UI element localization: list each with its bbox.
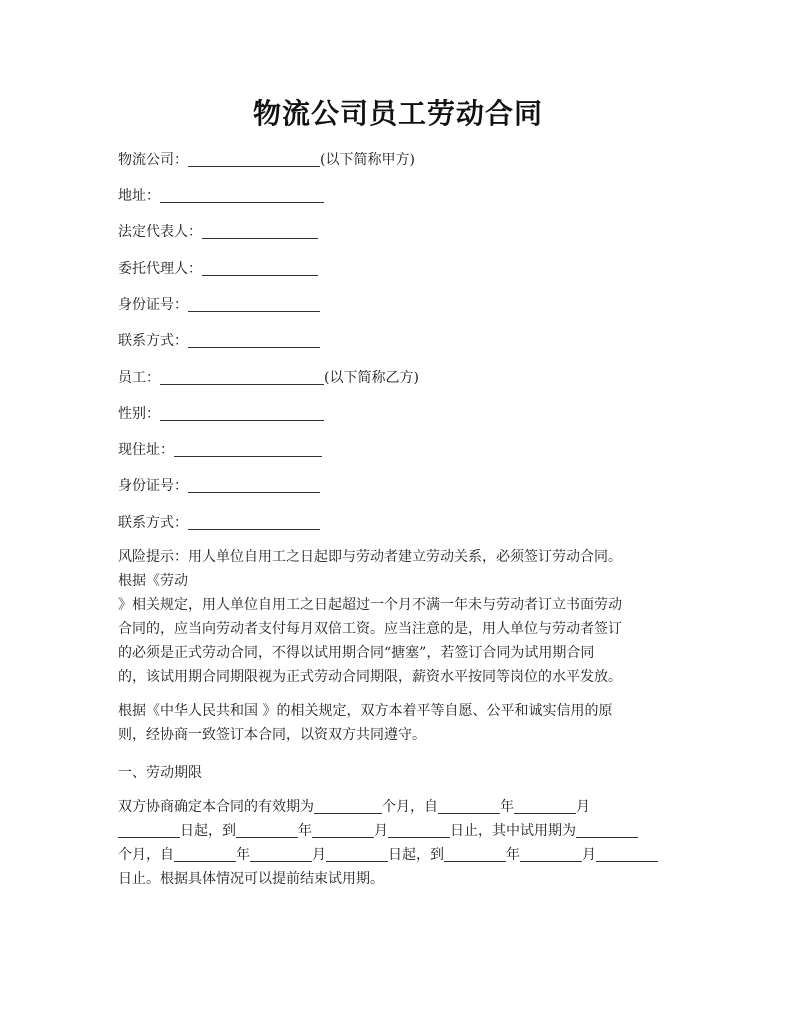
probation-start-month-blank[interactable] [250,847,312,862]
contact-a-label: 联系方式： [118,333,188,349]
id-a-field [118,296,320,314]
page-title: 物流公司员工劳动合同 [252,97,543,130]
probation-start-year-blank[interactable] [174,847,236,862]
text-run: 日止，其中试用期为 [450,823,576,839]
section1-body [118,795,684,891]
gender-blank[interactable] [160,406,324,421]
address-b-blank[interactable] [174,442,322,457]
legal-rep-field [118,223,318,241]
preamble-line: 根据《中华人民共和国 》的相关规定，双方本着平等自愿、公平和诚实信用的原 [118,703,613,719]
end-day-blank[interactable] [388,823,450,838]
address-a-label: 地址： [118,188,160,204]
company-label: 物流公司： [118,152,188,168]
risk-notice-line: 》相关规定，用人单位自用工之日起超过一个月不满一年未与劳动者订立书面劳动 [118,597,622,613]
section1-line [118,843,684,867]
section1-line: 日止。根据具体情况可以提前结束试用期。 [118,871,384,887]
probation-months-blank[interactable] [576,823,638,838]
preamble-line: 则，经协商一致签订本合同，以资双方共同遵守。 [118,727,426,743]
section-heading: 一、劳动期限 [118,765,202,781]
probation-start-day-blank[interactable] [326,847,388,862]
address-a-blank[interactable] [160,188,324,203]
agent-label: 委托代理人： [118,261,202,277]
id-a-label: 身份证号： [118,297,188,313]
id-b-field [118,477,320,495]
text-run: 个月，自 [118,847,174,863]
end-year-blank[interactable] [236,823,298,838]
risk-notice-line: 的，该试用期合同期限视为正式劳动合同期限，薪资水平按同等岗位的水平发放。 [118,669,622,685]
text-run: 个月，自 [382,799,438,815]
text-run: 月 [582,847,596,863]
company-blank[interactable] [188,152,320,167]
agent-field [118,260,318,278]
address-a-field [118,187,324,205]
text-run: 年 [506,847,520,863]
start-year-blank[interactable] [438,799,500,814]
end-month-blank[interactable] [312,823,374,838]
employee-label: 员工： [118,370,160,386]
contact-b-label: 联系方式： [118,515,188,531]
contact-b-field [118,514,320,532]
section1-line [118,819,684,843]
text-run: 年 [500,799,514,815]
risk-notice-line: 的必须是正式劳动合同，不得以试用期合同“搪塞”，若签订合同为试用期合同 [118,645,595,661]
probation-end-day-blank[interactable] [596,847,658,862]
risk-notice-line: 根据《劳动 [118,573,188,589]
start-month-blank[interactable] [514,799,576,814]
address-b-label: 现住址： [118,442,174,458]
company-suffix: (以下简称甲方) [320,152,415,168]
start-day-blank[interactable] [118,823,180,838]
id-b-blank[interactable] [188,478,320,493]
text-run: 双方协商确定本合同的有效期为 [118,799,314,815]
contact-a-field [118,332,320,350]
preamble [118,699,684,747]
text-run: 年 [298,823,312,839]
text-run: 年 [236,847,250,863]
text-run: 月 [576,799,590,815]
id-a-blank[interactable] [188,297,320,312]
employee-suffix: (以下简称乙方) [324,370,419,386]
risk-notice [118,545,684,689]
employee-field [118,369,419,387]
section1-line [118,795,684,819]
risk-notice-line: 合同的，应当向劳动者支付每月双倍工资。应当注意的是，用人单位与劳动者签订 [118,621,622,637]
legal-rep-label: 法定代表人： [118,224,202,240]
months-blank[interactable] [314,799,382,814]
gender-label: 性别： [118,406,160,422]
probation-end-month-blank[interactable] [520,847,582,862]
agent-blank[interactable] [202,261,318,276]
text-run: 日起，到 [180,823,236,839]
company-field [118,151,415,169]
text-run: 月 [312,847,326,863]
gender-field [118,405,324,423]
employee-blank[interactable] [160,370,324,385]
risk-notice-line: 风险提示：用人单位自用工之日起即与劳动者建立劳动关系，必须签订劳动合同。 [118,549,622,565]
id-b-label: 身份证号： [118,478,188,494]
text-run: 日起，到 [388,847,444,863]
contact-b-blank[interactable] [188,515,320,530]
text-run: 月 [374,823,388,839]
contact-a-blank[interactable] [188,333,320,348]
probation-end-year-blank[interactable] [444,847,506,862]
address-b-field [118,441,322,459]
legal-rep-blank[interactable] [202,224,318,239]
